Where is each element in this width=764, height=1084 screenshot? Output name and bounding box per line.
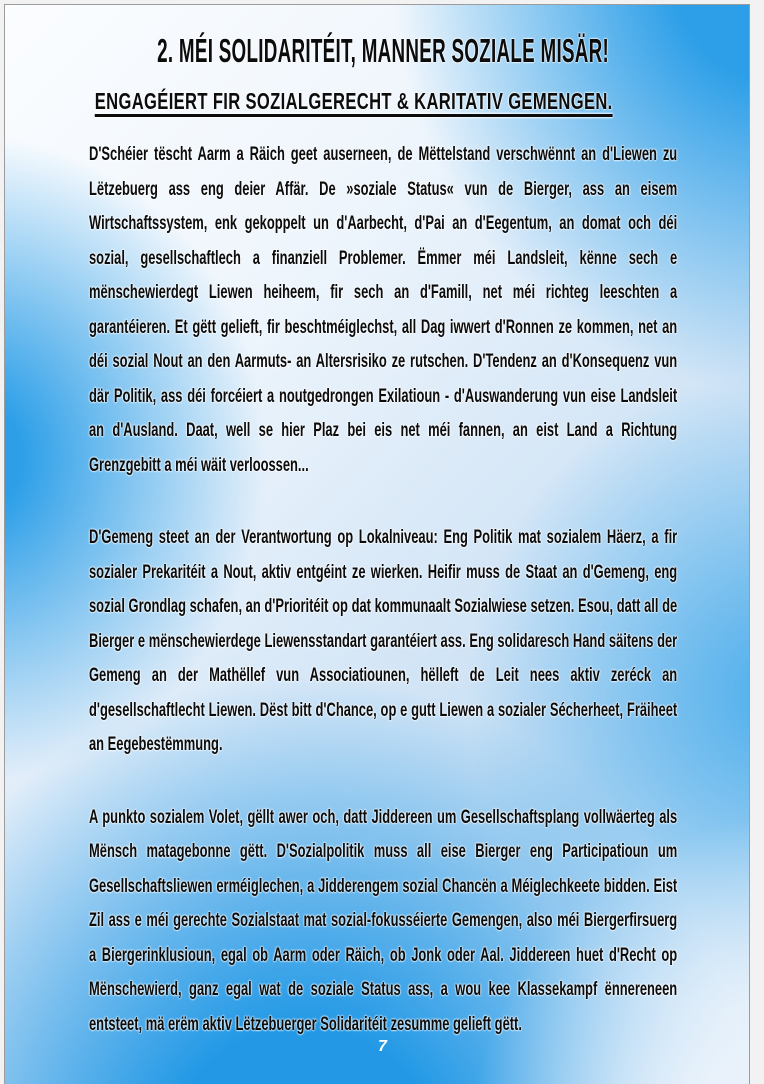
- subtitle-block: [89, 87, 677, 115]
- page-number: 7: [378, 1038, 388, 1055]
- title-block: [89, 31, 677, 71]
- document-page: [4, 4, 750, 1084]
- page-subtitle: ENGAGÉIERT FIR SOZIALGERECHT & KARITATIV GEMENGEN.: [94, 88, 613, 114]
- page-content: [89, 5, 677, 1042]
- page-title: 2. MÉI SOLIDARITÉIT, MANNER SOZIALE MISÄR!: [157, 32, 610, 69]
- paragraph-1: D'Schéier tëscht Aarm a Räich geet auserneen, de Mëttelstand verschwënnt an d'Liewen zu Lëtzebuerg ass eng deier Affär. De »soziale Status« vun de Bierger, ass an eisem Wirtschaftssystem, enk gekoppelt un d'Aarbecht, d'Pai an d'Eegentum, an domat och déi sozial, gesellschaftlech a finanziell Problemer. Ëmmer méi Landsleit, kënne sech e mënschewierdegt Liewen heiheem, fir sech an d'Famill, net méi richteg leeschten a garantéieren. Et gëtt gelieft, fir beschtméiglechst, all Dag iwwert d'Ronnen ze kommen, net an déi sozial Nout an den Aarmuts- an Altersrisiko ze rutschen. D'Tendenz an d'Konsequenz vun där Politik, ass déi forcéiert a noutgedrongen Exilatioun - d'Auswanderung vun eise Landsleit an d'Ausland. Daat, well se hier Plaz bei eis net méi fannen, an eist Land a Richtung Grenzgebitt a méi wäit verloossen...: [89, 144, 678, 476]
- paragraph-2: D'Gemeng steet an der Verantwortung op Lokalniveau: Eng Politik mat sozialem Häerz, a fir sozialer Prekaritéit a Nout, aktiv entgéint ze wierken. Heifir muss de Staat an d'Gemeng, eng sozial Grondlag schafen, an d'Prioritéit op dat kommunaalt Sozialwiese setzen. Esou, datt all de Bierger e mënschewierdege Liewensstandart garantéiert ass. Eng solidaresch Hand säitens der Gemeng an der Mathëllef vun Associatiounen, hëlleft de Leit nees aktiv zeréck an d'gesellschaftlecht Liewen. Dëst bitt d'Chance, op e gutt Liewen a sozialer Sécherheet, Fräiheet an Eegebestëmmung.: [89, 527, 678, 755]
- paragraph-3: A punkto sozialem Volet, gëllt awer och, datt Jiddereen um Gesellschaftsplang vollwäerteg als Mënsch matagebonne gëtt. D'Sozialpolitik muss all eise Bierger eng Participatioun um Gesellschaftsliewen erméiglechen, a Jidderengem sozial Chancën a Méiglechkeete bidden. Eist Zil ass e méi gerechte Sozialstaat mat sozial-fokusséierte Gemengen, also méi Biergerfirsuerg a Biergerinklusioun, egal ob Aarm oder Räich, ob Jonk oder Aal. Jiddereen huet d'Recht op Mënschewierd, ganz egal wat de soziale Status ass, a wou kee Klassekampf ënnereneen entsteet, mä erëm aktiv Lëtzebuerger Solidaritéit zesumme gelieft gëtt.: [89, 806, 678, 1035]
- body-text-block: [89, 138, 677, 1042]
